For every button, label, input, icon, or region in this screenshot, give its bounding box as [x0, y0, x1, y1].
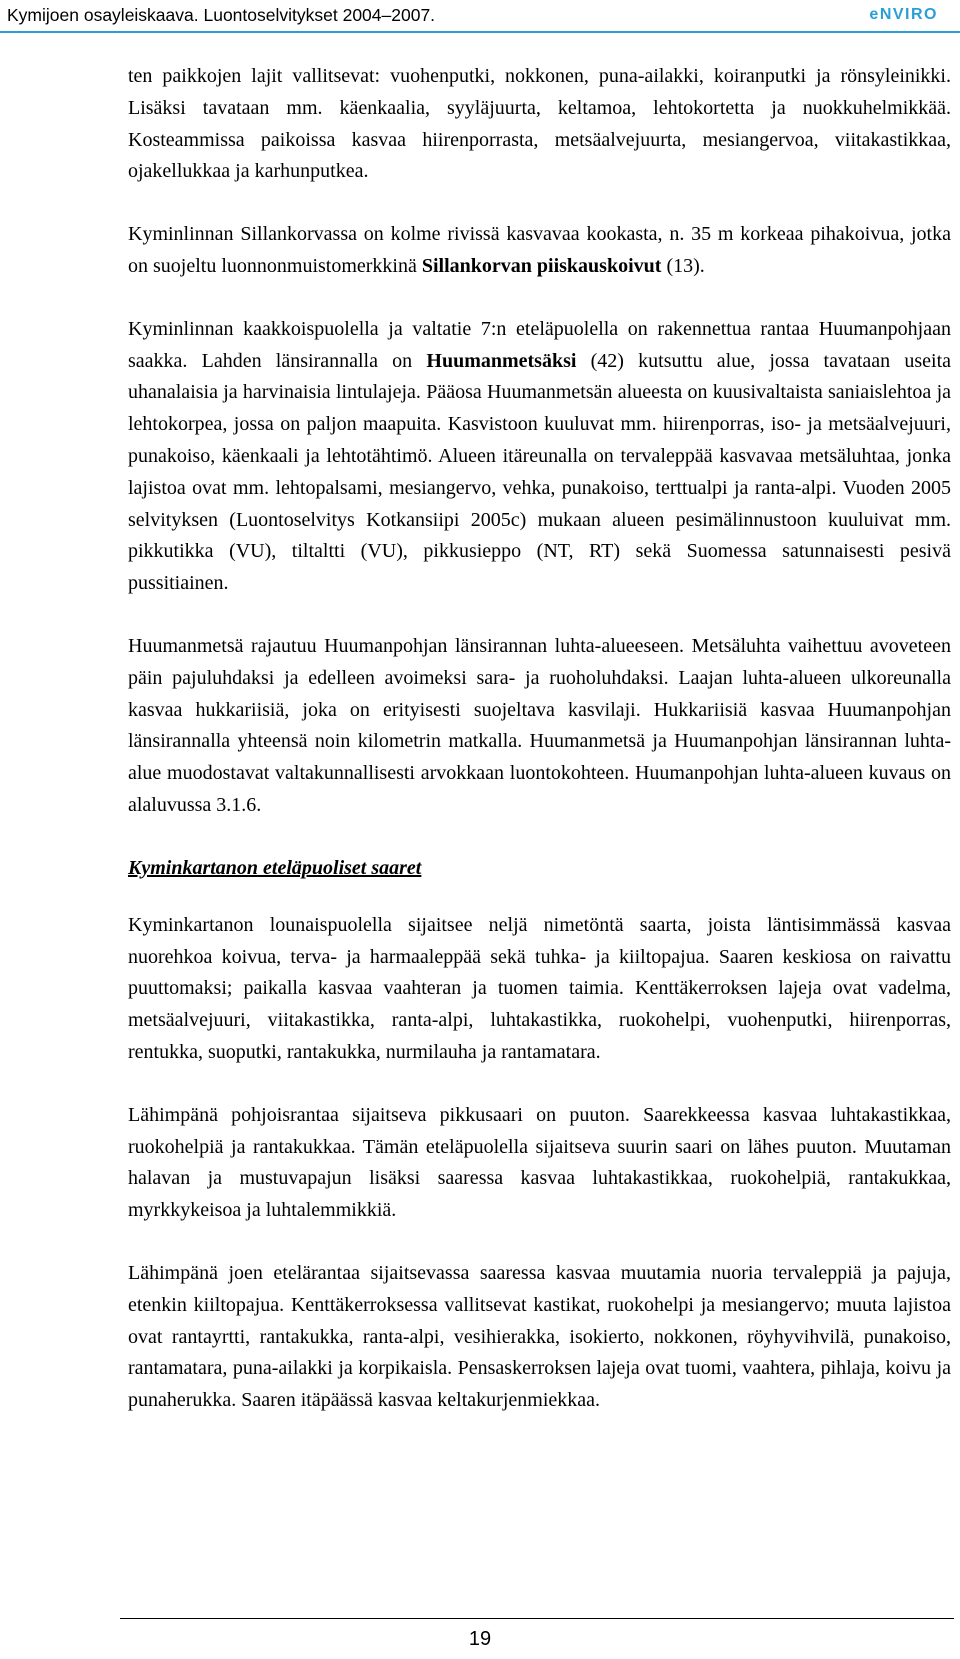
paragraph-1: ten paikkojen lajit vallitsevat: vuohenputki, nokkonen, puna-ailakki, koiranputki ja rönsyleinikki. Lisäksi tavataan mm. käenkaalia, syyläjuurta, keltamoa, lehtokortetta ja nuokkuhelmikkää. Kosteammissa paikoissa kasvaa hiirenporrasta, metsäalvejuurta, mesiangervoa, viitakastikkaa, ojakellukkaa ja karhunputkea.: [128, 65, 951, 183]
paragraph-6: Lähimpänä pohjoisrantaa sijaitseva pikkusaari on puuton. Saarekkeessa kasvaa luhtakastikkaa, ruokohelpiä ja rantakukkaa. Tämän eteläpuolella sijaitseva suurin saari on lähes puuton. Muutaman halavan ja mustuvapajun lisäksi saaressa kasvaa luhtakastikkaa, ruokohelpiä, rantakukkaa, myrkkykeisoa ja luhtalemmikkiä.: [128, 1103, 951, 1222]
page-number: 19: [468, 1628, 492, 1650]
enviro-logo: eNVIRO: [869, 6, 938, 23]
paragraph-3-end: (42) kutsuttu alue, jossa tavataan useita uhanalaisia ja harvinaisia lintulajeja. Pääosa Huumanmetsän alueesta on kuusivaltaista saniaislehtoa ja lehtokorpea, jossa on paljon maapuita. Kasvistoon kuuluvat mm. hiirenporras, iso- ja metsäalvejuuri, punakoiso, käenkaali ja lehtotähtimö. Alueen itäreunalla on tervaleppää kasvavaa metsäluhtaa, jonka lajistoa ovat mm. lehtopalsami, mesiangervo, vehka, punakoiso, terttualpi ja ranta-alpi. Vuoden 2005 selvityksen (Luontoselvitys Kotkansiipi 2005c) mukaan alueen pesimälinnustoon kuuluivat mm. pikkutikka (VU), tiltaltti (VU), pikkusieppo (NT, RT) sekä Suomessa satunnaisesti pesivä pussitiainen.: [128, 349, 952, 595]
paragraph-4: Huumanmetsä rajautuu Huumanpohjan länsirannan luhta-alueeseen. Metsäluhta vaihettuu avoveteen päin pajuluhdaksi ja edelleen avoimeksi sara- ja ruoholuhdaksi. Laajan luhta-alueen ulkoreunalla kasvaa hukkariisiä, joka on erityisesti suojeltava kasvilaji. Hukkariisiä kasvaa Huumanpohjan länsirannalla yhteensä noin kilometrin matkalla. Huumanmetsä ja Huumanpohjan länsirannan luhta-alue muodostavat valtakunnallisesti arvokkaan luontokohteen. Huumanpohjan luhta-alueen kuvaus on alaluvussa 3.1.6.: [128, 634, 951, 816]
paragraph-2: [128, 219, 951, 283]
header-divider: [0, 31, 960, 33]
section-heading: Kyminkartanon eteläpuoliset saaret: [128, 856, 422, 879]
paragraph-2-end: (13).: [661, 254, 705, 277]
paragraph-5: Kyminkartanon lounaispuolella sijaitsee neljä nimetöntä saarta, joista läntisimmässä kasvaa nuorehkoa koivua, terva- ja harmaaleppää sekä tuhka- ja kiiltopajua. Saaren keskiosa on raivattu puuttomaksi; paikalla kasvaa vaahteran ja tuomen taimia. Kenttäkerroksen lajeja ovat vadelma, metsäalvejuuri, viitakastikka, ranta-alpi, luhtakastikka, ruokohelpi, vuohenputki, hiirenporras, rentukka, suoputki, rantakukka, nurmilauha ja rantamatara.: [128, 913, 951, 1063]
paragraph-2-text: Kyminlinnan Sillankorvassa on kolme rivissä kasvavaa kookasta, n. 35 m korkeaa pihakoivua, jotka on suojeltu luonnonmuistomerkkinä: [128, 223, 951, 277]
footer-divider: [120, 1618, 954, 1619]
paragraph-3: [128, 314, 951, 600]
paragraph-3-text: Kyminlinnan kaakkoispuolella ja valtatie 7:n eteläpuolella on rakennettua rantaa Huumanpohjaan saakka. Lahden länsirannalla on: [128, 317, 951, 372]
paragraph-2-bold: Sillankorvan piiskauskoivut: [421, 254, 662, 277]
page-header: [0, 0, 960, 34]
document-title: Kymijoen osayleiskaava. Luontoselvitykset 2004–2007.: [7, 5, 436, 25]
paragraph-7: Lähimpänä joen etelärantaa sijaitsevassa saaressa kasvaa muutamia nuoria tervaleppiä ja pajuja, etenkin kiiltopajua. Kenttäkerroksessa vallitsevat kastikat, ruokohelpi ja mesiangervo; muuta lajistoa ovat rantayrtti, rantakukka, ranta-alpi, vesihierakka, isokierto, nokkonen, röyhyvihvilä, punakoiso, rantamatara, puna-ailakki ja korpikaisla. Pensaskerroksen lajeja ovat tuomi, vaahtera, pihlaja, koivu ja punaherukka. Saaren itäpäässä kasvaa keltakurjenmiekkaa.: [128, 1261, 951, 1412]
document-body: [128, 61, 951, 1448]
paragraph-3-bold: Huumanmetsäksi: [426, 349, 577, 372]
